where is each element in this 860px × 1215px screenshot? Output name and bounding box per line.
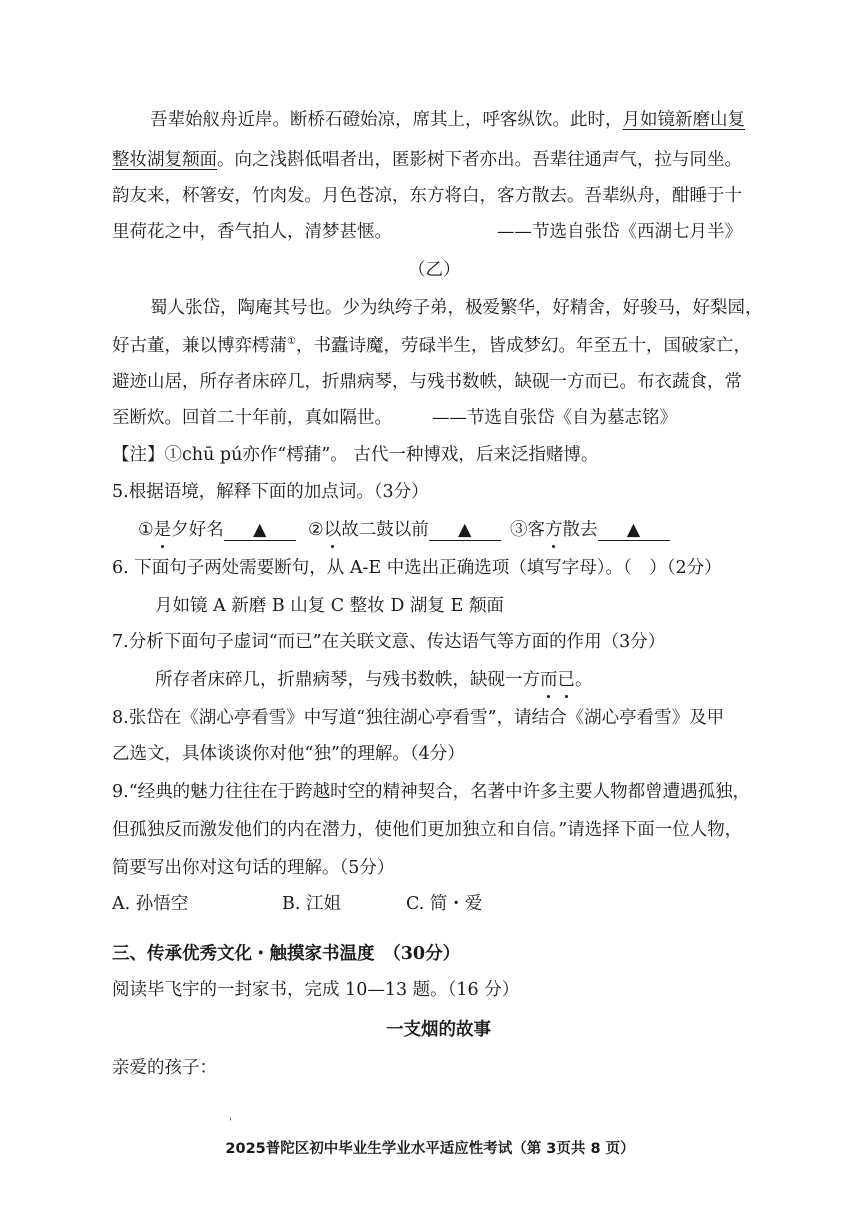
section-3-instructions: 阅读毕飞宇的一封家书，完成 10—13 题。（16 分）	[112, 980, 520, 1000]
section-3-heading: 三、传承优秀文化・触摸家书温度 （30分）	[112, 944, 461, 964]
question-8-line-1: 8.张岱在《湖心亭看雪》中写道“独往湖心亭看雪”，请结合《湖心亭看雪》及甲	[112, 708, 725, 728]
passage-b-heading: （乙）	[408, 260, 461, 280]
question-8-line-2: 乙选文，具体谈谈你对他“独”的理解。（4分）	[112, 744, 465, 764]
question-9-line-1: 9.“经典的魅力往往在于跨越时空的精神契合，名著中许多主要人物都曾遭遇孤独，	[112, 782, 751, 802]
question-5-item-3: ③客方散去 ▲	[510, 518, 670, 542]
letter-title: 一支烟的故事	[386, 1020, 491, 1040]
answer-blank-2[interactable]: ▲	[429, 520, 501, 541]
question-5-item-1: ①是夕好名 ▲	[138, 518, 296, 542]
question-9-option-a: A. 孙悟空	[112, 894, 189, 914]
passage-a-line-2: 整妆湖复颒面。向之浅斟低唱者出，匿影树下者亦出。吾辈往通声气，拉与同坐。	[112, 150, 742, 170]
answer-blank-3[interactable]: ▲	[598, 520, 670, 541]
passage-b-line-1: 蜀人张岱，陶庵其号也。少为纨绔子弟，极爱繁华，好精舍，好骏马，好梨园，	[150, 298, 763, 318]
question-7-sentence: 所存者床碎几，折鼎病琴，与残书数帙，缺砚一方而已。	[155, 670, 593, 690]
passage-a-source: ——节选自张岱《西湖七月半》	[497, 222, 742, 242]
question-7-stem: 7.分析下面句子虚词“而已”在关联文意、传达语气等方面的作用（3分）	[112, 632, 666, 652]
question-9-line-2: 但孤独反而激发他们的内在潜力，使他们更加独立和自信。”请选择下面一位人物，	[112, 820, 743, 840]
page-footer: 2025普陀区初中毕业生学业水平适应性考试（第 3页共 8 页）	[225, 1141, 635, 1157]
letter-greeting: 亲爱的孩子：	[112, 1058, 217, 1078]
answer-blank-1[interactable]: ▲	[224, 520, 296, 541]
question-6-sentence: 月如镜 A 新磨 B 山复 C 整妆 D 湖复 E 颒面	[155, 596, 504, 616]
passage-b-source: ——节选自张岱《自为墓志铭》	[432, 408, 677, 428]
note: 【注】①chū pú亦作“樗蒱”。 古代一种博戏，后来泛指赌博。	[112, 445, 599, 465]
passage-b-line-3: 避迹山居，所存者床碎几，折鼎病琴，与残书数帙，缺砚一方而已。布衣蔬食，常	[112, 372, 742, 392]
passage-a-line-3: 韵友来，杯箸安，竹肉发。月色苍凉，东方将白，客方散去。吾辈纵舟，酣睡于十	[112, 186, 742, 206]
passage-b-line-4: 至断炊。回首二十年前，真如隔世。	[112, 408, 392, 428]
question-9-line-3: 简要写出你对这句话的理解。（5分）	[112, 858, 395, 878]
passage-a-line-1: 吾辈始舣舟近岸。断桥石磴始凉，席其上，呼客纵饮。此时，月如镜新磨山复	[150, 110, 745, 130]
question-6-stem: 6. 下面句子两处需要断句，从 A-E 中选出正确选项（填写字母）。（ ）（2分）	[112, 558, 722, 578]
question-5-stem: 5.根据语境，解释下面的加点词。（3分）	[112, 482, 429, 502]
stray-mark: '	[229, 1117, 232, 1128]
passage-a-line-4: 里荷花之中，香气拍人，清梦甚惬。	[112, 222, 392, 242]
question-5-item-2: ②以故二鼓以前 ▲	[308, 518, 501, 542]
question-9-option-c: C. 简・爱	[406, 894, 483, 914]
question-9-option-b: B. 江姐	[282, 894, 341, 914]
passage-b-line-2: 好古董，兼以博弈樗蒲①，书蠹诗魔，劳碌半生，皆成梦幻。年至五十，国破家亡，	[112, 336, 751, 356]
